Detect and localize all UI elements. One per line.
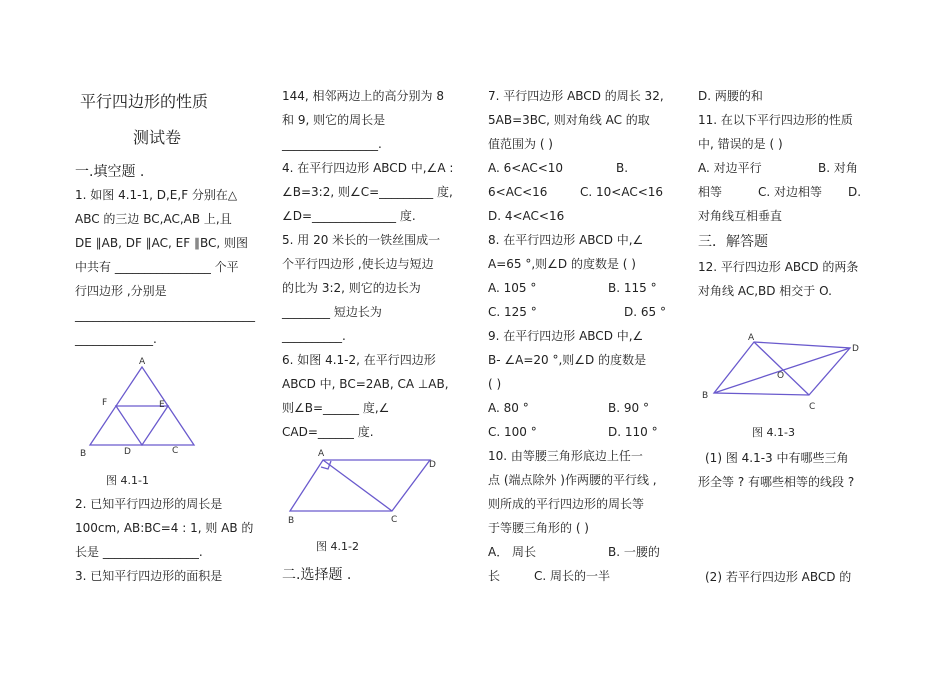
option: D. 110 ° xyxy=(608,425,658,439)
text-line: 144, 相邻两边上的高分别为 8 xyxy=(282,89,444,103)
text-line: __________. xyxy=(282,329,346,343)
option: B. 对角 xyxy=(818,161,858,175)
text-line: 中共有 ________________ 个平 xyxy=(75,260,239,274)
text-line: 中, 错误的是 ( ) xyxy=(698,137,783,151)
option: 对角线互相垂直 xyxy=(698,209,783,223)
option: B. 115 ° xyxy=(608,281,657,295)
text-line: 行四边形 ,分别是 xyxy=(75,284,167,298)
text-line: 则∠B=______ 度,∠ xyxy=(282,401,390,415)
option: C. 125 ° xyxy=(488,305,537,319)
text-line: CAD=______ 度. xyxy=(282,425,374,439)
option: A． 周长 xyxy=(488,545,537,559)
text-line: 则所成的平行四边形的周长等 xyxy=(488,497,645,511)
section-answer: 三．解答题 xyxy=(698,234,768,250)
text-line: B- ∠A=20 °,则∠D 的度数是 xyxy=(488,353,647,367)
option: D. 两腰的和 xyxy=(698,89,763,103)
text-line: 10. 由等腰三角形底边上任一 xyxy=(488,449,643,463)
option: 相等 xyxy=(698,185,723,199)
text-line: (1) 图 4.1-3 中有哪些三角 xyxy=(705,451,849,465)
text-line: 7. 平行四边形 ABCD 的周长 32, xyxy=(488,89,664,103)
option: C. 周长的一半 xyxy=(534,569,611,583)
option: A. 6<AC<10 xyxy=(488,161,564,175)
text-line: 8. 在平行四边形 ABCD 中,∠ xyxy=(488,233,644,247)
option: D. 4<AC<16 xyxy=(488,209,565,223)
option: 长 xyxy=(488,569,501,583)
figure-label: C xyxy=(391,515,398,525)
doc-title-line2: 测试卷 xyxy=(133,128,182,147)
text-line: ( ) xyxy=(488,377,502,391)
text-line: 对角线 AC,BD 相交于 O. xyxy=(698,284,832,298)
text-line: ∠D=______________ 度. xyxy=(282,209,416,223)
text-line: 点 (端点除外 )作两腰的平行线 , xyxy=(488,473,657,487)
figure-4-1-3 xyxy=(700,330,870,415)
text-line: 5AB=3BC, 则对角线 AC 的取 xyxy=(488,113,650,127)
option: 6<AC<16 xyxy=(488,185,548,199)
figure-label: D xyxy=(429,460,436,470)
figure-label: A xyxy=(139,357,146,367)
text-line: _____________. xyxy=(75,332,157,346)
text-line: 11. 在以下平行四边形的性质 xyxy=(698,113,853,127)
figure-label: D xyxy=(124,447,131,457)
figure-label: O xyxy=(777,371,785,381)
option: B. 一腰的 xyxy=(608,545,660,559)
option: B. xyxy=(616,161,629,175)
text-line: 于等腰三角形的 ( ) xyxy=(488,521,589,535)
text-line: 6. 如图 4.1-2, 在平行四边形 xyxy=(282,353,436,367)
option: A. 105 ° xyxy=(488,281,537,295)
text-line: ABCD 中, BC=2AB, CA ⊥AB, xyxy=(282,377,449,391)
text-line: 的比为 3:2, 则它的边长为 xyxy=(282,281,421,295)
text-line: A=65 °,则∠D 的度数是 ( ) xyxy=(488,257,636,271)
text-line: ______________________________ xyxy=(75,308,255,322)
option: C. 100 ° xyxy=(488,425,537,439)
text-line: 长是 ________________. xyxy=(75,545,203,559)
question-3: 3. 已知平行四边形的面积是 xyxy=(75,569,223,583)
text-line: ________________. xyxy=(282,137,382,151)
figure-label: C xyxy=(172,446,179,456)
section-fill-in: 一.填空题 . xyxy=(75,164,145,180)
option: A. 对边平行 xyxy=(698,161,762,175)
text-line: 个平行四边形 ,使长边与短边 xyxy=(282,257,434,271)
option: D. 65 ° xyxy=(624,305,666,319)
option: A. 80 ° xyxy=(488,401,529,415)
text-line: 4. 在平行四边形 ABCD 中,∠A : xyxy=(282,161,454,175)
option: B. 90 ° xyxy=(608,401,649,415)
figure-caption: 图 4.1-2 xyxy=(316,540,359,553)
figure-label: A xyxy=(748,333,755,343)
figure-caption: 图 4.1-3 xyxy=(752,426,795,439)
text-line: 1. 如图 4.1-1, D,E,F 分别在△ xyxy=(75,188,238,202)
option: D. xyxy=(848,185,862,199)
figure-label: F xyxy=(102,398,108,408)
text-line: 2. 已知平行四边形的周长是 xyxy=(75,497,223,511)
figure-label: E xyxy=(159,400,165,410)
text-line: 形全等 ? 有哪些相等的线段 ? xyxy=(698,475,855,489)
text-line: 和 9, 则它的周长是 xyxy=(282,113,386,127)
doc-title-line1: 平行四边形的性质 xyxy=(80,92,209,111)
text-line: 9. 在平行四边形 ABCD 中,∠ xyxy=(488,329,644,343)
text-line: DE ∥AB, DF ∥AC, EF ∥BC, 则图 xyxy=(75,236,248,250)
option: C. 对边相等 xyxy=(758,185,823,199)
option: C. 10<AC<16 xyxy=(580,185,664,199)
text-line: 12. 平行四边形 ABCD 的两条 xyxy=(698,260,859,274)
figure-label: B xyxy=(288,516,295,526)
figure-caption: 图 4.1-1 xyxy=(106,474,149,487)
text-line: 值范围为 ( ) xyxy=(488,137,553,151)
figure-label: A xyxy=(318,449,325,459)
text-line: ABC 的三边 BC,AC,AB 上,且 xyxy=(75,212,232,226)
text-line: (2) 若平行四边形 ABCD 的 xyxy=(705,570,852,584)
section-choice: 二.选择题 . xyxy=(282,567,352,583)
figure-4-1-1 xyxy=(80,355,190,465)
text-line: ∠B=3:2, 则∠C=_________ 度, xyxy=(282,185,453,199)
figure-4-1-2 xyxy=(285,448,445,528)
figure-label: B xyxy=(80,449,87,459)
figure-label: D xyxy=(852,344,859,354)
figure-label: C xyxy=(809,402,816,412)
text-line: ________ 短边长为 xyxy=(282,305,382,319)
text-line: 5. 用 20 米长的一铁丝围成一 xyxy=(282,233,441,247)
figure-label: B xyxy=(702,391,709,401)
text-line: 100cm, AB:BC=4 : 1, 则 AB 的 xyxy=(75,521,254,535)
